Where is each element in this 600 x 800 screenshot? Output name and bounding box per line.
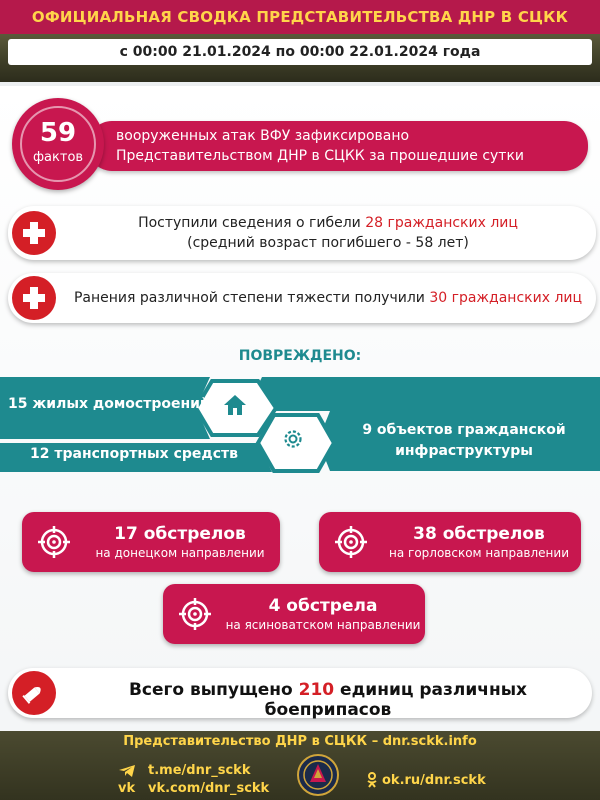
shelling-direction: на донецком направлении [95,546,265,560]
shelling-direction: на горловском направлении [389,546,569,560]
attacks-line2: Представительством ДНР в СЦКК за прошедшие сутки [116,148,525,164]
shelling-card-donetsk [22,512,280,572]
vk-link[interactable]: vk.com/dnr_sckk [148,781,270,796]
shelling-count: 17 обстрелов [114,524,246,544]
attacks-banner [88,121,588,171]
infrastructure-line2: инфраструктуры [395,443,533,459]
emblem-logo [297,754,339,796]
bullet-icon [12,671,56,715]
ok-link[interactable]: ok.ru/dnr.sckk [382,773,486,788]
vk-icon: vk [118,781,136,796]
ammo-card [8,668,592,718]
page-title: ОФИЦИАЛЬНАЯ СВОДКА ПРЕДСТАВИТЕЛЬСТВА ДНР В СЦКК [31,8,569,26]
houses-count: 15 жилых домостроений [8,396,210,412]
injuries-card [8,273,596,323]
injuries-count: 30 гражданских лиц [429,290,583,306]
house-icon [222,393,248,421]
telegram-icon [118,763,136,782]
medical-cross-icon [12,276,56,320]
deaths-prefix: Поступили сведения о гибели [138,215,366,231]
header-bar [0,0,600,34]
attacks-unit: фактов [32,150,84,165]
target-icon [169,597,221,631]
attacks-count-badge [12,98,104,190]
attacks-count: 59 [39,118,77,148]
medical-cross-icon [12,211,56,255]
odnoklassniki-icon [366,772,378,792]
attacks-line1: вооруженных атак ВФУ зафиксировано [116,128,410,144]
vehicles-count: 12 транспортных средств [30,446,238,462]
deaths-average-age: (средний возраст погибшего - 58 лет) [187,235,469,251]
shelling-card-yasinovataya [163,584,425,644]
deaths-count: 28 гражданских лиц [365,215,518,231]
ammo-suffix: единиц различных боеприпасов [264,680,528,720]
injuries-prefix: Ранения различной степени тяжести получили [73,290,430,306]
damaged-title: ПОВРЕЖДЕНО: [238,348,362,364]
footer-org-text: Представительство ДНР в СЦКК – dnr.sckk.info [123,733,477,749]
shelling-count: 4 обстрела [268,596,378,616]
infrastructure-line1: 9 объектов гражданской [362,422,566,438]
shelling-direction: на ясиноватском направлении [225,618,421,632]
date-range: с 00:00 21.01.2024 по 00:00 22.01.2024 года [8,39,592,65]
footer-org-line [0,731,600,751]
gear-icon [281,427,305,455]
ammo-count: 210 [298,680,335,700]
deaths-card [8,206,596,260]
target-icon [325,525,377,559]
telegram-link[interactable]: t.me/dnr_sckk [148,763,251,778]
shelling-card-gorlovka [319,512,581,572]
shelling-count: 38 обстрелов [413,524,545,544]
ammo-prefix: Всего выпущено [128,680,299,700]
target-icon [28,525,80,559]
